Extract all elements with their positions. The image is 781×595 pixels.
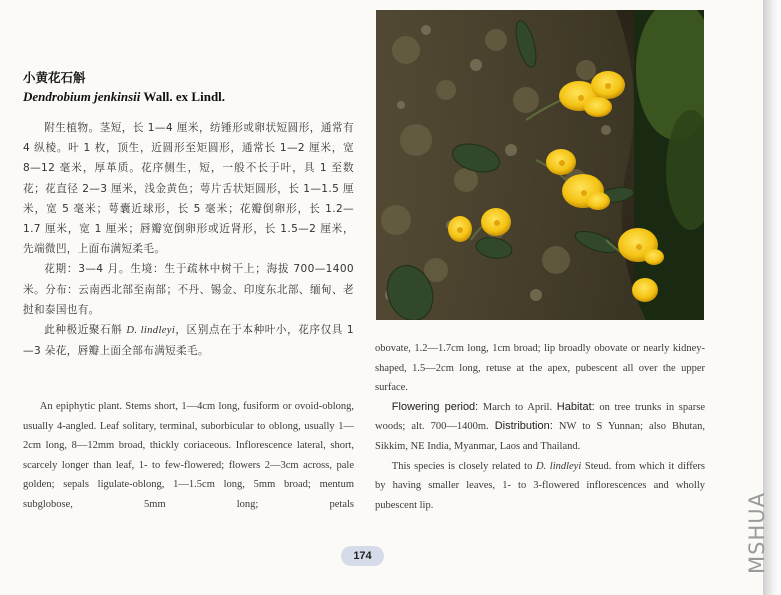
english-description-right xyxy=(375,339,705,515)
english-paragraph-morphology: An epiphytic plant. Stems short, 1—4cm long, fusiform or ovoid-oblong, usually 4-angled. Leaf solitary, terminal, suborbicular to oblong, usually 1—2cm long, 8—12mm broad, thickly coriaceous. Inflorescence lateral, short, scarcely longer than leaf, 1- to few-flowered; flowers 2—3cm across, pale golden; sepals ligulate-oblong, 1—1.5cm long, 5mm broad; mentum subglobose, 5mm long; petals xyxy=(23,401,354,510)
chinese-comparison-before: 此种极近聚石斛 xyxy=(44,324,127,337)
species-binomial: Dendrobium jenkinsii xyxy=(23,89,141,104)
english-comparison-before: This species is closely related to xyxy=(391,460,536,472)
flowering-label: Flowering period: xyxy=(391,400,479,413)
chinese-paragraph-habitat: 花期：3—4 月。生境：生于疏林中树干上；海拔 700—1400 米。分布：云南西北部至南部；不丹、锡金、印度东北部、缅甸、老挝和泰国也有。 xyxy=(23,263,354,316)
habitat-value: on tree trunks in sparse woods; alt. 700—1400m. xyxy=(375,401,706,433)
chinese-paragraph-morphology: 附生植物。茎短，长 1—4 厘米，纺锤形或卵状短圆形，通常有 4 纵棱。叶 1 枚，顶生，近圆形至矩圆形，通常长 1—2 厘米，宽 8—12 毫米，厚革质。花序侧生，短，一般不长于叶，具 1 至数花；花直径 2—3 厘米，浅金黄色；萼片舌状矩圆形，长 1—1.5 厘米，宽 5 毫米；萼囊近球形，长 5 毫米；花瓣倒卵形，长 1.2—1.7 厘米，宽 1 厘米；唇瓣宽倒卵形或近肾形，长 1.5—2 厘米，先端微凹，上面布满短柔毛。 xyxy=(23,122,355,256)
english-paragraph-habitat xyxy=(375,398,705,457)
species-chinese-name: 小黄花石斛 xyxy=(23,70,86,85)
distribution-label: Distribution: xyxy=(494,420,553,433)
species-latin-name xyxy=(23,89,225,105)
chinese-comparison-species: D. lindleyi xyxy=(126,325,176,337)
orchid-photo xyxy=(376,10,704,320)
english-paragraph-morphology-cont: obovate, 1.2—1.7cm long, 1cm broad; lip broadly obovate or nearly kidney-shaped, 1.5—2cm long, retuse at the apex, pubescent all over the upper surface. xyxy=(375,343,705,394)
watermark xyxy=(740,478,774,588)
species-author: Wall. ex Lindl. xyxy=(143,89,226,104)
english-comparison-after: Steud. from which it differs by having smaller leaves, 1- to 3-flowered inflorescences and wholly pubescent lip. xyxy=(375,460,705,511)
distribution-value: NW to S Yunnan; also Bhutan, Sikkim, NE India, Myanmar, Laos and Thailand. xyxy=(375,421,706,452)
english-comparison-species: D. lindleyi xyxy=(535,460,582,472)
chinese-paragraph-comparison xyxy=(23,320,354,361)
watermark-text: MSHUA xyxy=(745,492,769,574)
english-description-left xyxy=(23,397,354,515)
chinese-description xyxy=(23,118,354,361)
english-paragraph-comparison xyxy=(375,457,705,516)
flowering-value: March to April. xyxy=(478,401,557,413)
chinese-comparison-after: ，区别点在于本种叶小，花序仅具 1—3 朵花，唇瓣上面全部布满短柔毛。 xyxy=(23,324,354,358)
page-number-badge: 174 xyxy=(341,546,384,566)
habitat-label: Habitat: xyxy=(556,400,595,413)
